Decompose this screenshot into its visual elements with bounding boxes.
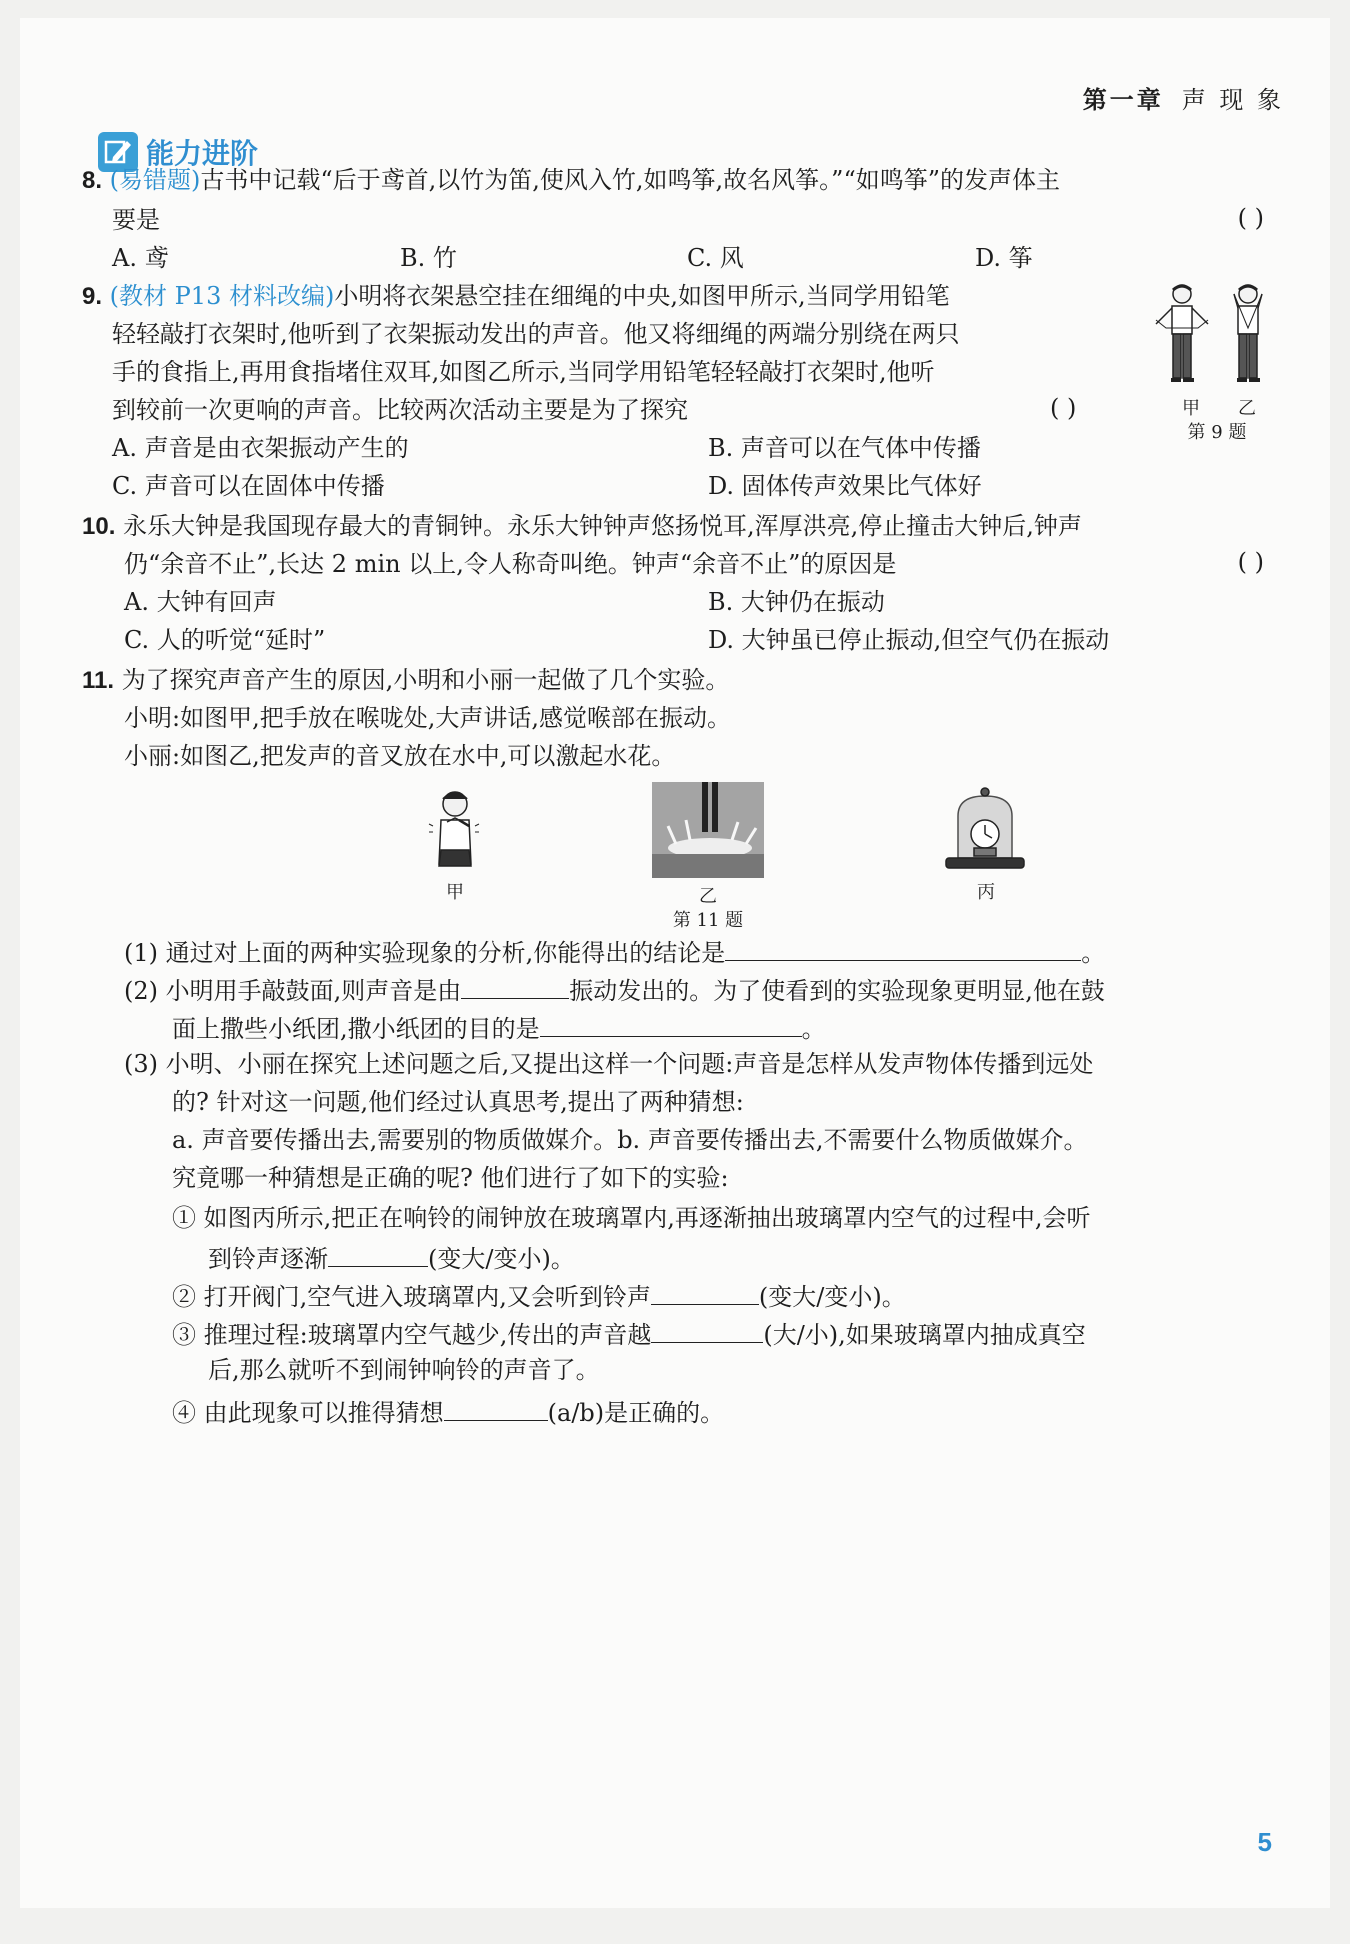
q9-stem-line1: [82, 280, 950, 313]
q11-step4-blank[interactable]: [444, 1394, 548, 1421]
q11-step1-blank[interactable]: [328, 1240, 428, 1267]
q11-step3-line2: 后,那么就听不到闹钟响铃的声音了。: [208, 1356, 600, 1384]
q10-option-c: C. 人的听觉“延时”: [124, 626, 326, 654]
q11-text1: 为了探究声音产生的原因,小明和小丽一起做了几个实验。: [121, 666, 730, 694]
q11-step2-blank[interactable]: [651, 1278, 759, 1305]
q11-step4: [172, 1394, 724, 1429]
q11-stem-line3: 小丽:如图乙,把发声的音叉放在水中,可以激起水花。: [124, 742, 676, 770]
q11-fig-label-jia: 甲: [446, 882, 464, 903]
q11-step2-text-b: (变大/变小)。: [758, 1283, 906, 1311]
q9-stem-line3: 手的食指上,再用食指堵住双耳,如图乙所示,当同学用铅笔轻轻敲打衣架时,他听: [112, 358, 935, 386]
q11-part2-text-a: (2) 小明用手敲鼓面,则声音是由: [124, 977, 462, 1005]
q9-option-a: A. 声音是由衣架振动产生的: [112, 434, 409, 462]
q11-step3-text-a: ③ 推理过程:玻璃罩内空气越少,传出的声音越: [172, 1321, 652, 1349]
q8-stem-line2: 要是: [112, 206, 160, 234]
q11-step1-line1: ① 如图丙所示,把正在响铃的闹钟放在玻璃罩内,再逐渐抽出玻璃罩内空气的过程中,会听: [172, 1204, 1091, 1232]
q11-fig-label-bing: 丙: [977, 882, 995, 903]
q10-stem-line1: [82, 510, 1082, 543]
q9-answer-paren: ( ): [1050, 394, 1077, 422]
q11-part2-text-b: 振动发出的。为了使看到的实验现象更明显,他在鼓: [569, 977, 1105, 1005]
page-number: 5: [1257, 1827, 1272, 1857]
q8-option-b: B. 竹: [400, 244, 457, 272]
q11-part3-line3: a. 声音要传播出去,需要别的物质做媒介。b. 声音要传播出去,不需要什么物质做媒介。: [172, 1126, 1088, 1154]
q11-fig-caption: 第 11 题: [672, 910, 744, 931]
q11-step1-line2: [208, 1240, 575, 1275]
q11-part3-line2: 的? 针对这一问题,他们经过认真思考,提出了两种猜想:: [172, 1088, 744, 1116]
q11-part1-end: 。: [1081, 939, 1106, 967]
person-figure-jia: [1156, 285, 1208, 380]
q11-step2: [172, 1278, 906, 1313]
q11-part1-text: (1) 通过对上面的两种实验现象的分析,你能得出的结论是: [124, 939, 726, 967]
q11-step4-text-a: ④ 由此现象可以推得猜想: [172, 1399, 444, 1427]
workbook-page: [20, 18, 1330, 1908]
q10-option-a: A. 大钟有回声: [124, 588, 277, 616]
chapter-header: [1083, 80, 1284, 115]
q9-fig-label-yi: 乙: [1238, 398, 1256, 419]
q9-stem-line2: 轻轻敲打衣架时,他听到了衣架振动发出的声音。他又将细绳的两端分别绕在两只: [112, 320, 960, 348]
q11-figure-bing: [940, 786, 1030, 874]
q11-step4-text-b: (a/b)是正确的。: [547, 1399, 725, 1427]
q10-answer-paren: ( ): [1237, 548, 1264, 576]
q11-part2-end: 。: [801, 1015, 826, 1043]
person-figure-yi: [1234, 285, 1262, 380]
q11-part2-line1: [124, 972, 1105, 1007]
q8-number: 8.: [82, 167, 103, 194]
q10-option-d: D. 大钟虽已停止振动,但空气仍在振动: [708, 626, 1110, 654]
q9-stem-line4: 到较前一次更响的声音。比较两次活动主要是为了探究: [112, 396, 688, 424]
q11-number: 11.: [82, 667, 115, 694]
q11-step3-text-b: (大/小),如果玻璃罩内抽成真空: [763, 1321, 1086, 1349]
q11-step3-blank[interactable]: [651, 1316, 763, 1343]
q11-part2-text-c: 面上撒些小纸团,撒小纸团的目的是: [172, 1015, 540, 1043]
q11-stem-line1: [82, 664, 729, 697]
q11-part3-line1: (3) 小明、小丽在探究上述问题之后,又提出这样一个问题:声音是怎样从发声物体传播到远处: [124, 1050, 1094, 1078]
q9-text1: 小明将衣架悬空挂在细绳的中央,如图甲所示,当同学用铅笔: [334, 282, 950, 310]
q8-text1: 古书中记载“后于鸢首,以竹为笛,使风入竹,如鸣筝,故名风筝。”“如鸣筝”的发声体主: [200, 166, 1060, 194]
q11-fig-label-yi: 乙: [699, 886, 717, 907]
q11-part3-line4: 究竟哪一种猜想是正确的呢? 他们进行了如下的实验:: [172, 1164, 729, 1192]
q8-option-a: A. 鸢: [112, 244, 169, 272]
q11-part2-line2: [172, 1010, 826, 1045]
q10-stem-line2: 仍“余音不止”,长达 2 min 以上,令人称奇叫绝。钟声“余音不止”的原因是: [124, 550, 897, 578]
q9-option-b: B. 声音可以在气体中传播: [708, 434, 981, 462]
q9-fig-caption: 第 9 题: [1187, 422, 1247, 443]
q9-fig-label-jia: 甲: [1182, 398, 1200, 419]
q9-number: 9.: [82, 283, 103, 310]
q11-figure-jia: [415, 786, 495, 876]
q11-part1: [124, 934, 1105, 969]
chapter-number: 第一章: [1082, 86, 1164, 114]
q8-stem-line1: [82, 164, 1060, 197]
q11-part2-blank2[interactable]: [540, 1010, 802, 1037]
q11-part2-blank1[interactable]: [461, 972, 569, 999]
q11-step1-text-c: (变大/变小)。: [428, 1245, 575, 1273]
q11-part1-blank[interactable]: [725, 934, 1081, 961]
q11-step3-line1: [172, 1316, 1086, 1351]
q10-option-b: B. 大钟仍在振动: [708, 588, 885, 616]
q10-text1: 永乐大钟是我国现存最大的青铜钟。永乐大钟钟声悠扬悦耳,浑厚洪亮,停止撞击大钟后,钟声: [123, 512, 1082, 540]
q9-option-d: D. 固体传声效果比气体好: [708, 472, 982, 500]
q11-figure-yi: [652, 782, 764, 878]
q11-step2-text-a: ② 打开阀门,空气进入玻璃罩内,又会听到铃声: [172, 1283, 651, 1311]
section-title: 能力进阶: [146, 137, 259, 170]
q11-step1-text-b: 到铃声逐渐: [208, 1245, 328, 1273]
q8-answer-paren: ( ): [1237, 204, 1264, 232]
q9-figure: [1150, 280, 1280, 390]
q8-option-d: D. 筝: [975, 244, 1033, 272]
q9-option-c: C. 声音可以在固体中传播: [112, 472, 385, 500]
q8-option-c: C. 风: [687, 244, 744, 272]
chapter-title: 声 现 象: [1181, 86, 1284, 114]
q10-number: 10.: [82, 513, 116, 540]
q11-stem-line2: 小明:如图甲,把手放在喉咙处,大声讲话,感觉喉部在振动。: [124, 704, 731, 732]
q8-tag: (易错题): [109, 166, 201, 194]
q9-tag: (教材 P13 材料改编): [109, 282, 335, 310]
